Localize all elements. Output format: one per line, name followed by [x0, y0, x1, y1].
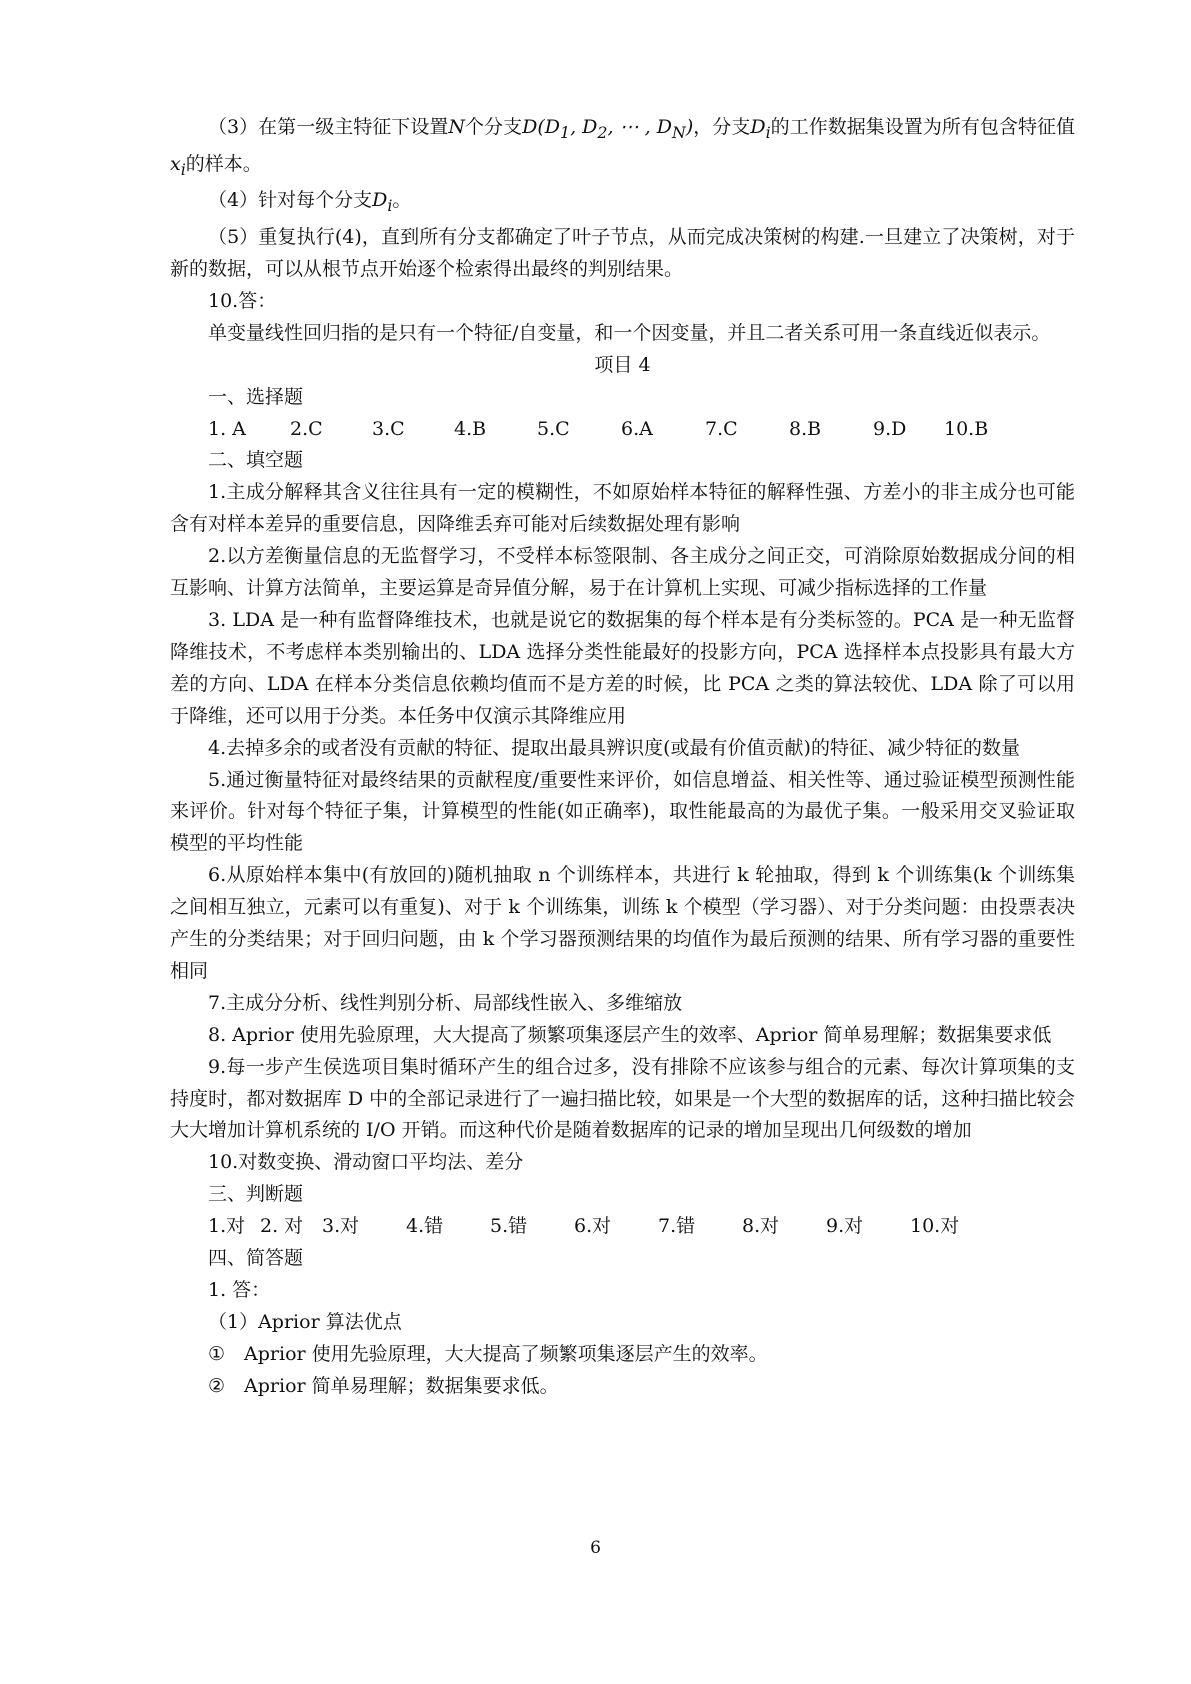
choice-answer: 4.B [454, 417, 487, 440]
fill-answer-1: 1.主成分解释其含义往往具有一定的模糊性，不如原始样本特征的解释性强、方差小的非主成分也可能含有对样本差异的重要信息，因降维丢弃可能对后续数据处理有影响 [170, 481, 1075, 536]
math-di-2: $D_i$ [372, 189, 393, 216]
choice-answer: 7.C [705, 417, 738, 440]
step-3-text-a: （3）在第一级主特征下设置 [208, 116, 449, 138]
judge-answer: 7.错 [658, 1215, 696, 1238]
choice-answer: 3.C [372, 417, 405, 440]
judge-answer: 3.对 [322, 1215, 360, 1238]
page-content [170, 112, 1075, 1403]
short-answer-1-subheading: （1）Aprior 算法优点 [208, 1310, 402, 1333]
judge-answer: 5.错 [490, 1215, 528, 1238]
fill-answer-8: 8. Aprior 使用先验原理，大大提高了频繁项集逐层产生的效率、Aprior 简单易理解；数据集要求低 [208, 1023, 1052, 1046]
fill-answer-3: 3. LDA 是一种有监督降维技术，也就是说它的数据集的每个样本是有分类标签的。PCA 是一种无监督降维技术，不考虑样本类别输出的、LDA 选择分类性能最好的投影方向，PCA 选择样本点投影具有最大方差的方向、LDA 在样本分类信息依赖均值而不是方差的时候，比 PCA 之类的算法较优、LDA 除了可以用于降维，还可以用于分类。本任务中仅演示其降维应用 [170, 608, 1075, 727]
step-3-text-e: 的样本。 [185, 152, 262, 175]
judge-answer: 10.对 [910, 1215, 960, 1238]
choice-answer: 5.C [537, 417, 570, 440]
question-10-answer: 单变量线性回归指的是只有一个特征/自变量，和一个因变量，并且二者关系可用一条直线近似表示。 [208, 321, 1051, 344]
fill-answer-10: 10.对数变换、滑动窗口平均法、差分 [208, 1151, 524, 1174]
fill-answer-6: 6.从原始样本集中(有放回的)随机抽取 n 个训练样本，共进行 k 轮抽取，得到 k 个训练集(k 个训练集之间相互独立，元素可以有重复)、对于 k 个训练集，训练 k 个模型（学习器）、对于分类问题：由投票表决产生的分类结果；对于回归问题，由 k 个学习器预测结果的均值作为最后预测的结果、所有学习器的重要性相同 [170, 864, 1075, 982]
choice-answer: 1. A [208, 417, 246, 440]
section-judge-heading: 三、判断题 [208, 1183, 304, 1206]
step-3-text-c: ，分支 [693, 116, 751, 138]
step-3-text-b: 个分支 [465, 116, 523, 138]
short-answer-1-item-1: ① Aprior 使用先验原理，大大提高了频繁项集逐层产生的效率。 [208, 1342, 768, 1365]
judge-answer: 1.对 [208, 1215, 246, 1238]
choice-answer: 2.C [290, 417, 323, 440]
judge-answer: 2. 对 [260, 1215, 304, 1238]
judge-answer: 6.对 [574, 1215, 612, 1238]
math-xi: $x_i$ [170, 152, 186, 179]
choice-answer: 10.B [944, 417, 989, 440]
fill-answer-5: 5.通过衡量特征对最终结果的贡献程度/重要性来评价，如信息增益、相关性等、通过验证模型预测性能来评价。针对每个特征子集，计算模型的性能(如正确率)，取性能最高的为最优子集。一般采用交叉验证取模型的平均性能 [170, 768, 1075, 855]
choice-answer: 8.B [789, 417, 822, 440]
question-10-label: 10.答： [208, 289, 277, 312]
choice-answer: 6.A [621, 417, 653, 440]
section-fill-heading: 二、填空题 [208, 449, 304, 472]
short-answer-1-label: 1. 答： [208, 1279, 271, 1302]
fill-answer-2: 2.以方差衡量信息的无监督学习，不受样本标签限制、各主成分之间正交，可消除原始数据成分间的相互影响、计算方法简单，主要运算是奇异值分解，易于在计算机上实现、可减少指标选择的工作量 [170, 545, 1075, 600]
math-di: $D_i$ [750, 116, 771, 142]
fill-answer-7: 7.主成分分析、线性判别分析、局部线性嵌入、多维缩放 [208, 991, 683, 1014]
math-branch-set: $D(D_1$, $D_2$, ⋯ , $D_N$) [522, 116, 694, 142]
judge-answer: 9.对 [826, 1215, 864, 1238]
step-3-paragraph [170, 112, 1075, 185]
math-n: N [448, 116, 465, 138]
step-5-paragraph: （5）重复执行(4)，直到所有分支都确定了叶子节点，从而完成决策树的构建.一旦建立了决策树，对于新的数据，可以从根节点开始逐个检索得出最终的判别结果。 [170, 226, 1075, 281]
fill-answer-4: 4.去掉多余的或者没有贡献的特征、提取出最具辨识度(或最有价值贡献)的特征、减少特征的数量 [208, 736, 1020, 759]
step-3-text-d: 的工作数据集设置为所有包含特征值 [770, 116, 1075, 138]
choice-answer: 9.D [873, 417, 907, 440]
step-4-text-b: 。 [392, 189, 412, 212]
step-4-paragraph [170, 185, 1075, 222]
judge-answer: 4.错 [406, 1215, 444, 1238]
fill-answer-9: 9.每一步产生侯选项目集时循环产生的组合过多，没有排除不应该参与组合的元素、每次计算项集的支持度时，都对数据库 D 中的全部记录进行了一遍扫描比较，如果是一个大型的数据库的话，这种扫描比较会大大增加计算机系统的 I/O 开销。而这种代价是随着数据库的记录的增加呈现出几何级数的增加 [170, 1055, 1075, 1142]
page-number: 6 [590, 1538, 601, 1558]
short-answer-1-item-2: ② Aprior 简单易理解；数据集要求低。 [208, 1374, 559, 1397]
judge-answer: 8.对 [742, 1215, 780, 1238]
section-short-answer-heading: 四、简答题 [208, 1247, 304, 1270]
section-choice-heading: 一、选择题 [208, 385, 304, 408]
step-4-text-a: （4）针对每个分支 [208, 189, 373, 212]
judge-answers-row [170, 1211, 1075, 1243]
choice-answers-row [170, 414, 1075, 446]
project-title: 项目 4 [594, 353, 651, 376]
